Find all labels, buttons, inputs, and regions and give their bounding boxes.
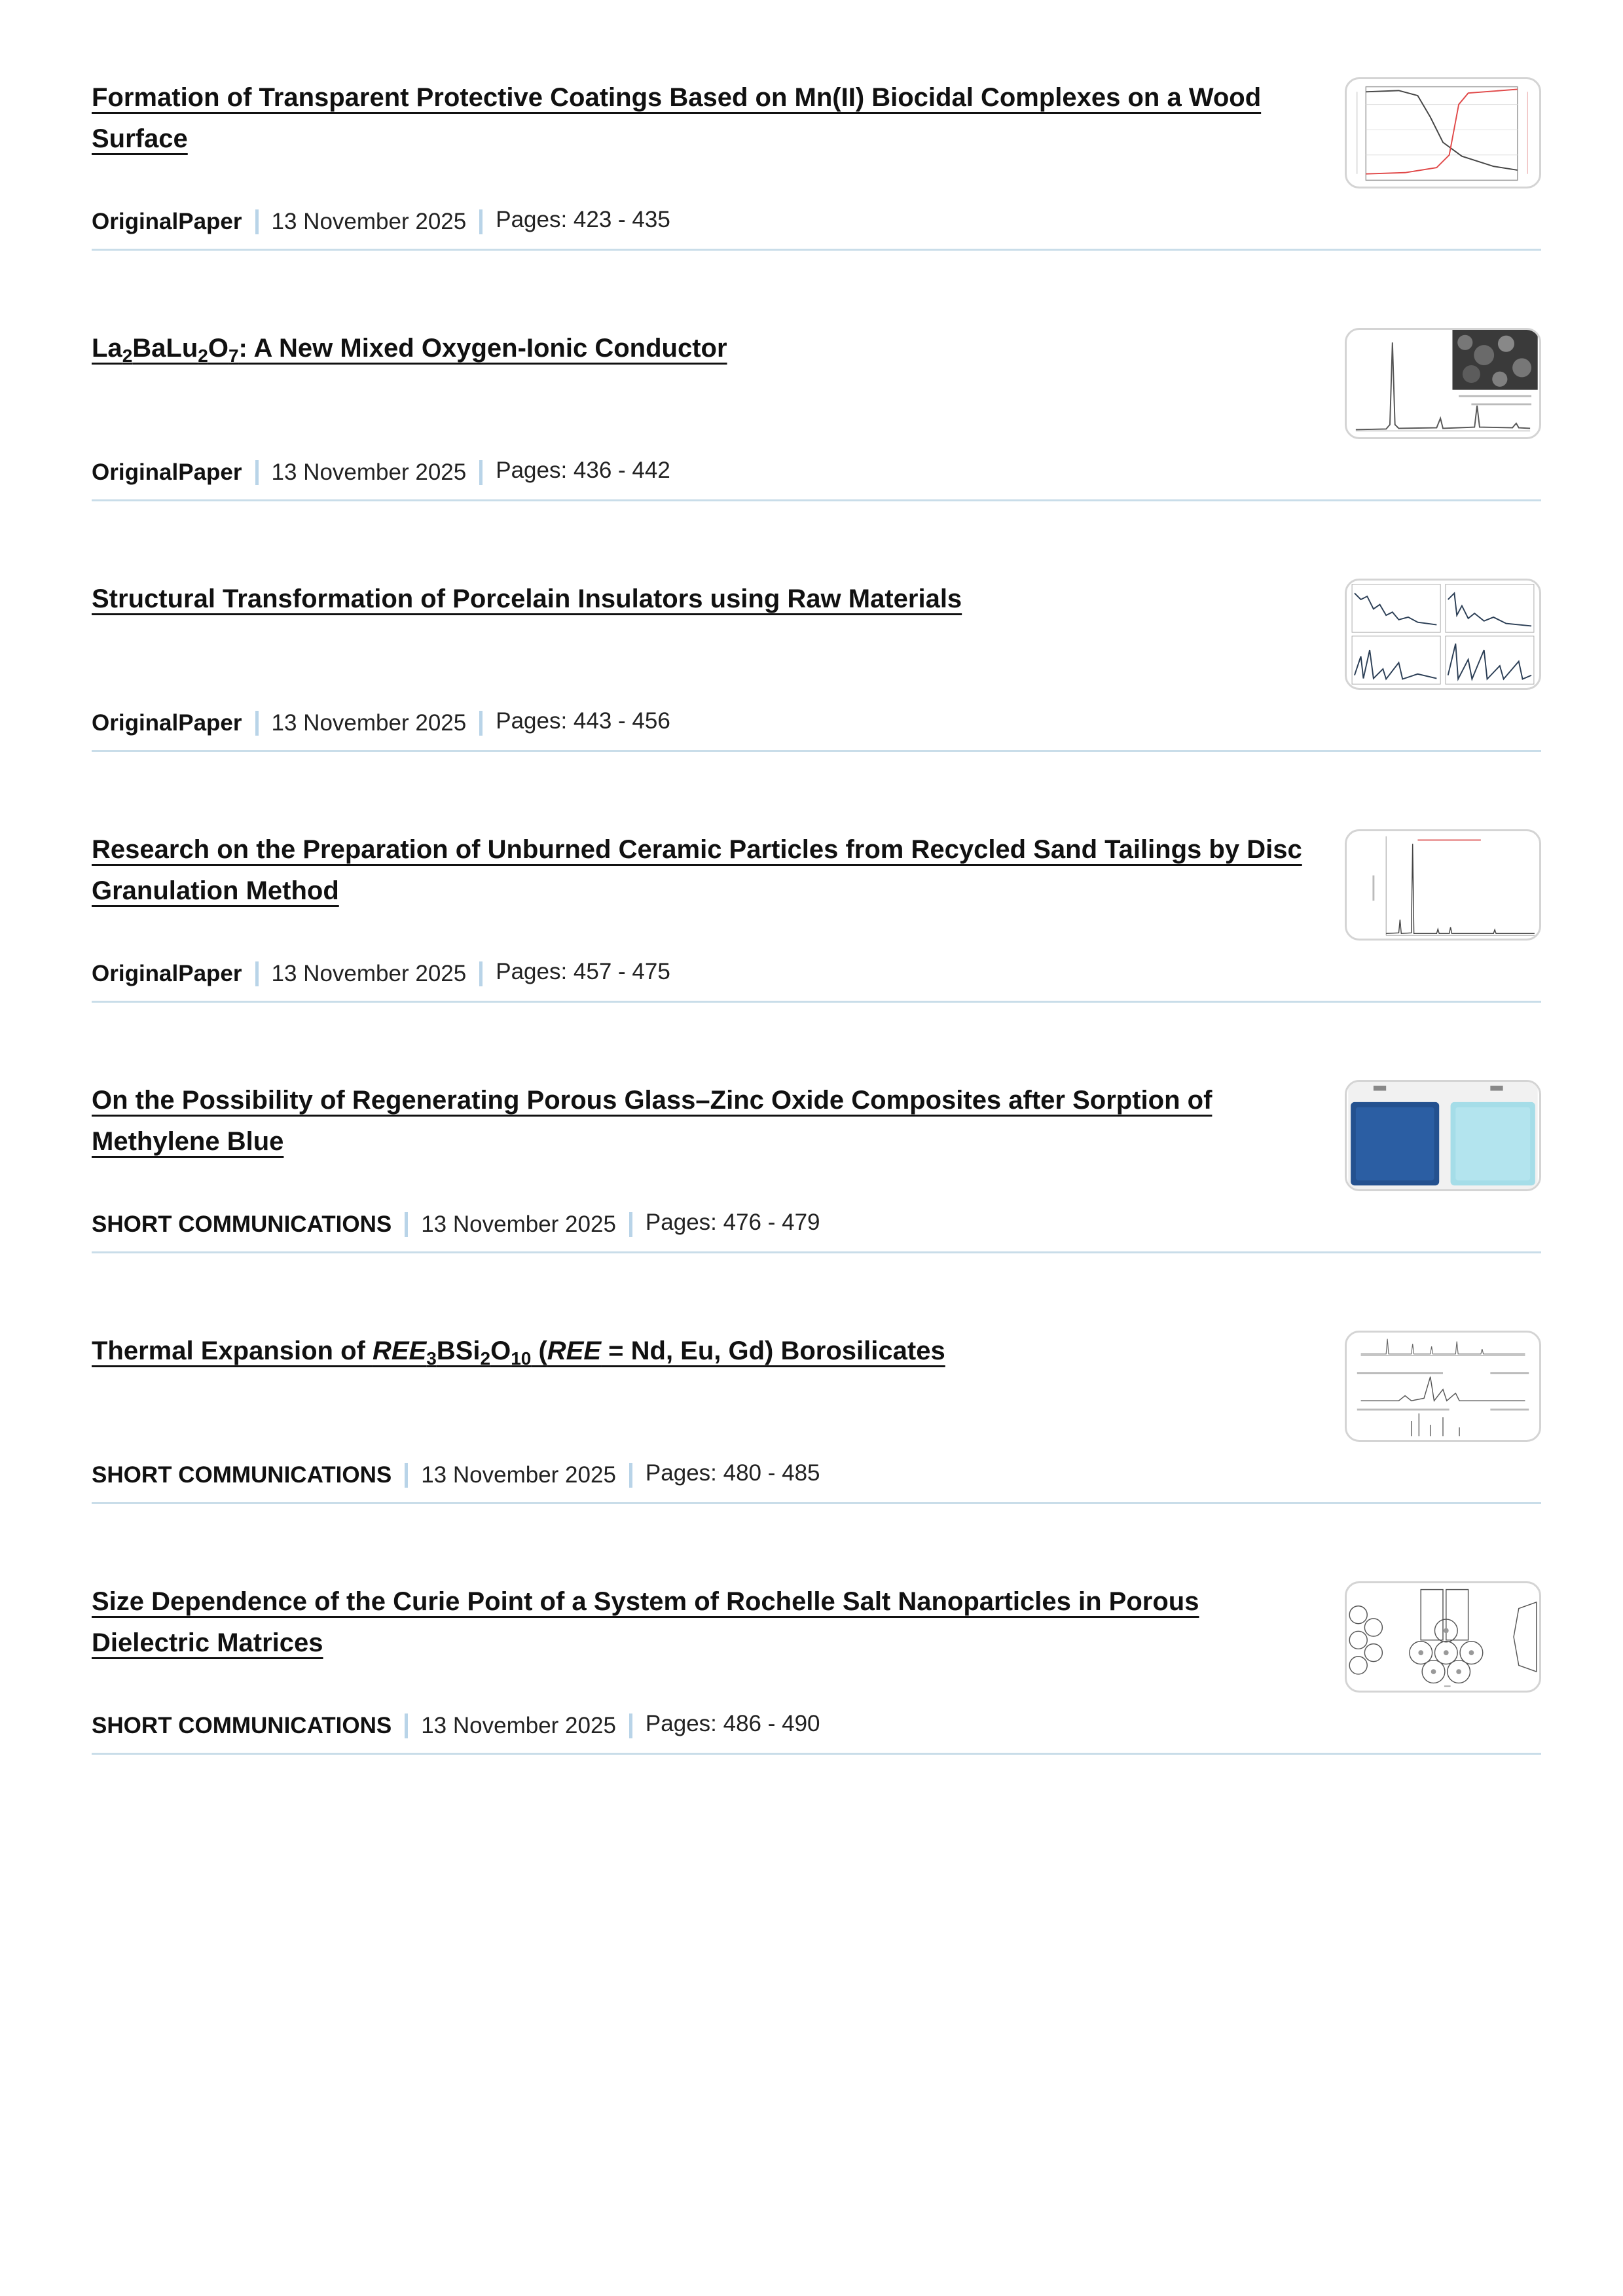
meta-separator (405, 1212, 408, 1237)
thumbnail-xrd-peaks-icon (1347, 831, 1539, 939)
article-type: SHORT COMMUNICATIONS (92, 1211, 392, 1237)
meta-separator (405, 1713, 408, 1738)
article-date: 13 November 2025 (271, 209, 467, 234)
article-date: 13 November 2025 (271, 961, 467, 986)
title-text: O (490, 1336, 511, 1365)
meta-separator (405, 1463, 408, 1488)
article-meta (92, 1712, 820, 1740)
meta-separator (629, 1463, 632, 1488)
article-meta (92, 960, 670, 988)
article-thumbnail[interactable] (1345, 1331, 1541, 1442)
article-pages: Pages: 423 - 435 (496, 207, 670, 232)
meta-separator (255, 209, 259, 234)
article-meta (92, 709, 670, 737)
article-date: 13 November 2025 (271, 710, 467, 736)
article-pages: Pages: 436 - 442 (496, 457, 670, 483)
title-text: BSi (436, 1336, 481, 1365)
article-date: 13 November 2025 (271, 459, 467, 485)
article-thumbnail[interactable] (1345, 829, 1541, 941)
article-title-link[interactable] (92, 1336, 945, 1369)
title-text: : A New Mixed Oxygen-Ionic Conductor (238, 334, 727, 363)
title-subscript: 3 (426, 1348, 437, 1369)
article-item (92, 752, 1541, 1003)
thumbnail-xrd-sem-icon (1347, 330, 1539, 437)
meta-separator (479, 460, 483, 485)
meta-separator (255, 961, 259, 986)
article-date: 13 November 2025 (421, 1211, 616, 1237)
article-item (92, 501, 1541, 752)
article-type: OriginalPaper (92, 710, 242, 736)
title-text: Thermal Expansion of (92, 1336, 373, 1365)
article-title-link[interactable]: Research on the Preparation of Unburned Ceramic Particles from Recycled Sand Tailings by Disc Granulation Method (92, 835, 1302, 905)
article-title-link[interactable]: On the Possibility of Regenerating Porous Glass–Zinc Oxide Composites after Sorption of Methylene Blue (92, 1086, 1213, 1156)
article-title-link[interactable]: Formation of Transparent Protective Coatings Based on Mn(II) Biocidal Complexes on a Wood Surface (92, 83, 1262, 153)
article-title (92, 328, 1309, 369)
article-title (92, 829, 1309, 912)
article-item (92, 1253, 1541, 1504)
title-subscript: 10 (511, 1348, 532, 1369)
article-item (92, 0, 1541, 251)
article-thumbnail[interactable] (1345, 579, 1541, 690)
article-title (92, 579, 1309, 620)
meta-separator (255, 711, 259, 736)
meta-separator (629, 1212, 632, 1237)
article-title-link[interactable] (92, 334, 727, 366)
article-pages: Pages: 486 - 490 (645, 1711, 820, 1736)
thumbnail-nanopore-diagram-icon (1347, 1583, 1539, 1691)
article-title (92, 1080, 1309, 1162)
article-title-link[interactable]: Size Dependence of the Curie Point of a System of Rochelle Salt Nanoparticles in Porous Dielectric Matrices (92, 1587, 1199, 1657)
article-type: OriginalPaper (92, 459, 242, 485)
article-thumbnail[interactable] (1345, 1581, 1541, 1693)
title-text: La (92, 334, 122, 363)
thumbnail-chart-icon (1347, 79, 1539, 187)
meta-separator (479, 209, 483, 234)
article-thumbnail[interactable] (1345, 77, 1541, 188)
article-item (92, 1504, 1541, 1755)
article-thumbnail[interactable] (1345, 328, 1541, 439)
article-pages: Pages: 457 - 475 (496, 959, 670, 984)
title-subscript: 2 (122, 346, 133, 366)
article-item (92, 1003, 1541, 1253)
article-meta (92, 459, 670, 486)
meta-separator (629, 1713, 632, 1738)
article-meta (92, 1462, 820, 1489)
title-italic: REE (547, 1336, 602, 1365)
article-type: OriginalPaper (92, 209, 242, 234)
article-type: SHORT COMMUNICATIONS (92, 1713, 392, 1738)
article-pages: Pages: 443 - 456 (496, 708, 670, 734)
title-text: O (208, 334, 228, 363)
article-pages: Pages: 476 - 479 (645, 1210, 820, 1235)
article-thumbnail[interactable] (1345, 1080, 1541, 1191)
meta-separator (255, 460, 259, 485)
article-date: 13 November 2025 (421, 1462, 616, 1488)
article-title (92, 1331, 1309, 1372)
article-meta (92, 1211, 820, 1238)
thumbnail-glass-samples-icon (1347, 1082, 1539, 1189)
article-title (92, 77, 1309, 160)
title-text: ( (531, 1336, 547, 1365)
article-title (92, 1581, 1309, 1664)
title-text: BaLu (132, 334, 198, 363)
thumbnail-xrd-grid-icon (1347, 581, 1539, 688)
article-pages: Pages: 480 - 485 (645, 1460, 820, 1486)
thumbnail-xrd-patterns-icon (1347, 1333, 1539, 1440)
title-text: = Nd, Eu, Gd) Borosilicates (601, 1336, 945, 1365)
title-subscript: 7 (228, 346, 239, 366)
title-subscript: 2 (198, 346, 208, 366)
article-date: 13 November 2025 (421, 1713, 616, 1738)
article-type: SHORT COMMUNICATIONS (92, 1462, 392, 1488)
article-title-link[interactable]: Structural Transformation of Porcelain Insulators using Raw Materials (92, 584, 962, 613)
meta-separator (479, 961, 483, 986)
title-italic: REE (372, 1336, 427, 1365)
article-type: OriginalPaper (92, 961, 242, 986)
meta-separator (479, 711, 483, 736)
title-subscript: 2 (480, 1348, 491, 1369)
article-meta (92, 208, 670, 236)
article-list (92, 0, 1541, 1755)
article-item (92, 251, 1541, 501)
